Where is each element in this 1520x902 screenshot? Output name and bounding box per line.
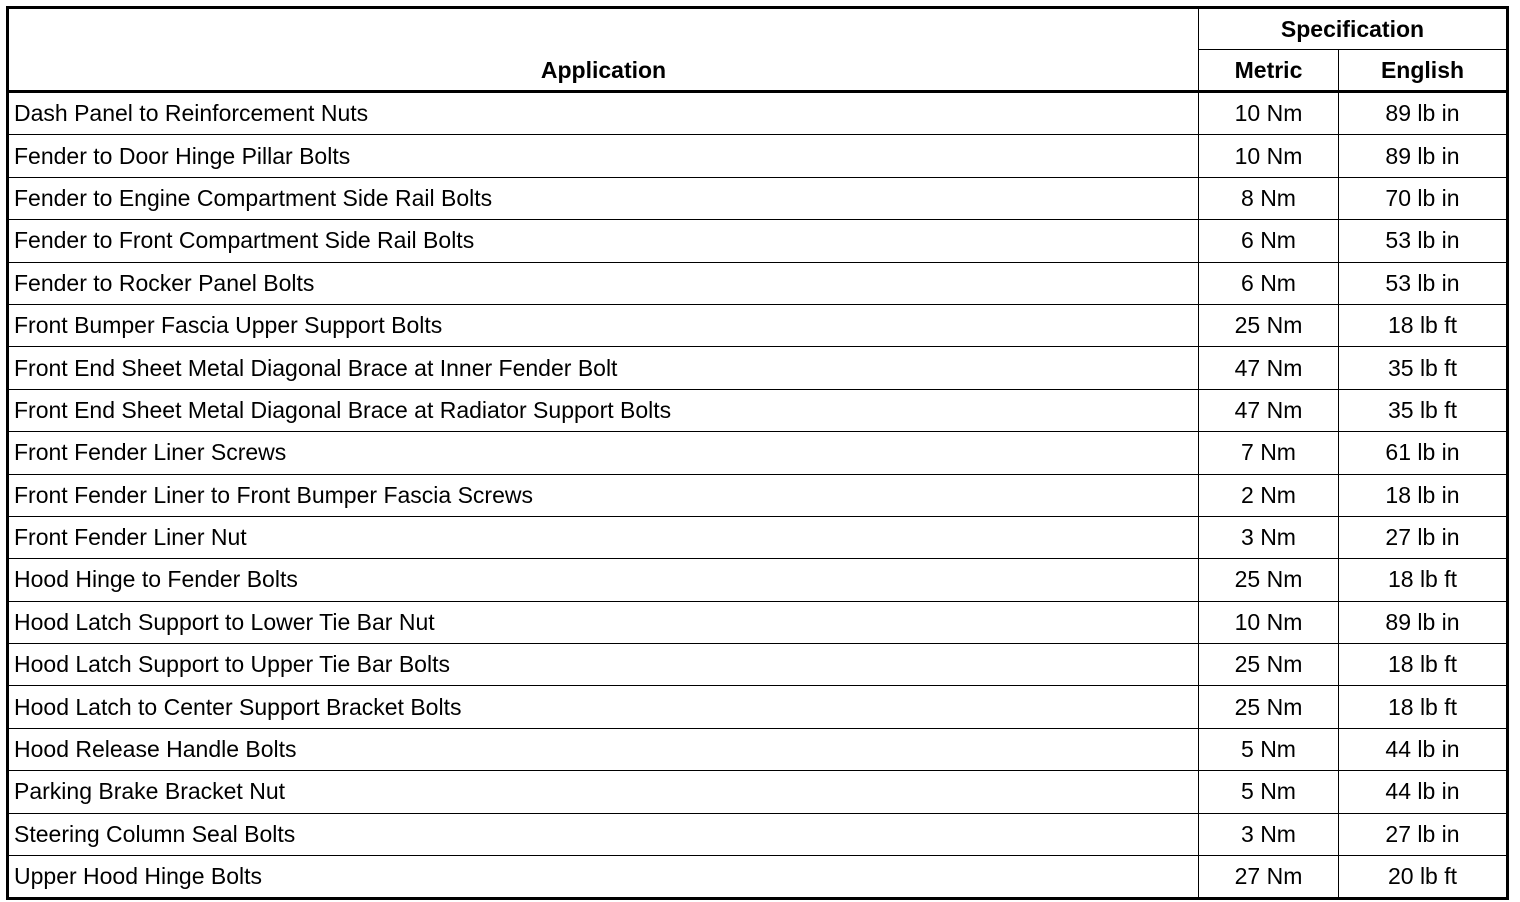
table-row — [8, 686, 1508, 728]
table-row — [8, 92, 1508, 135]
english-cell: 89 lb in — [1339, 92, 1508, 135]
metric-cell: 25 Nm — [1199, 644, 1339, 686]
metric-cell: 3 Nm — [1199, 813, 1339, 855]
header-row-top — [8, 8, 1508, 50]
metric-cell: 10 Nm — [1199, 92, 1339, 135]
metric-cell: 6 Nm — [1199, 220, 1339, 262]
application-cell: Hood Latch to Center Support Bracket Bolts — [8, 686, 1199, 728]
application-cell: Front End Sheet Metal Diagonal Brace at Radiator Support Bolts — [8, 389, 1199, 431]
table-row — [8, 644, 1508, 686]
table-row — [8, 304, 1508, 346]
application-cell: Fender to Front Compartment Side Rail Bolts — [8, 220, 1199, 262]
english-cell: 18 lb ft — [1339, 304, 1508, 346]
table-row — [8, 347, 1508, 389]
metric-cell: 5 Nm — [1199, 771, 1339, 813]
table-row — [8, 559, 1508, 601]
table-row — [8, 389, 1508, 431]
metric-cell: 10 Nm — [1199, 135, 1339, 177]
application-cell: Hood Latch Support to Lower Tie Bar Nut — [8, 601, 1199, 643]
english-cell: 44 lb in — [1339, 728, 1508, 770]
english-cell: 27 lb in — [1339, 516, 1508, 558]
fastener-specification-table — [6, 6, 1509, 900]
table-row — [8, 135, 1508, 177]
english-cell: 70 lb in — [1339, 177, 1508, 219]
english-cell: 61 lb in — [1339, 432, 1508, 474]
table-row — [8, 856, 1508, 899]
english-cell: 89 lb in — [1339, 601, 1508, 643]
english-cell: 27 lb in — [1339, 813, 1508, 855]
table-row — [8, 601, 1508, 643]
table-row — [8, 728, 1508, 770]
application-cell: Front End Sheet Metal Diagonal Brace at Inner Fender Bolt — [8, 347, 1199, 389]
table-row — [8, 220, 1508, 262]
table-row — [8, 771, 1508, 813]
metric-cell: 47 Nm — [1199, 389, 1339, 431]
application-cell: Fender to Rocker Panel Bolts — [8, 262, 1199, 304]
table-body — [8, 92, 1508, 899]
metric-cell: 25 Nm — [1199, 304, 1339, 346]
table-row — [8, 516, 1508, 558]
table-row — [8, 432, 1508, 474]
metric-cell: 3 Nm — [1199, 516, 1339, 558]
application-cell: Front Fender Liner to Front Bumper Fascia Screws — [8, 474, 1199, 516]
english-cell: 18 lb in — [1339, 474, 1508, 516]
application-cell: Upper Hood Hinge Bolts — [8, 856, 1199, 899]
application-cell: Front Fender Liner Nut — [8, 516, 1199, 558]
metric-cell: 2 Nm — [1199, 474, 1339, 516]
table-row — [8, 474, 1508, 516]
metric-column-header: Metric — [1199, 50, 1339, 92]
metric-cell: 25 Nm — [1199, 559, 1339, 601]
application-column-header: Application — [8, 8, 1199, 92]
metric-cell: 27 Nm — [1199, 856, 1339, 899]
english-cell: 35 lb ft — [1339, 389, 1508, 431]
metric-cell: 8 Nm — [1199, 177, 1339, 219]
english-column-header: English — [1339, 50, 1508, 92]
english-cell: 44 lb in — [1339, 771, 1508, 813]
application-cell: Parking Brake Bracket Nut — [8, 771, 1199, 813]
application-cell: Hood Hinge to Fender Bolts — [8, 559, 1199, 601]
metric-cell: 6 Nm — [1199, 262, 1339, 304]
application-cell: Hood Release Handle Bolts — [8, 728, 1199, 770]
table-row — [8, 262, 1508, 304]
english-cell: 20 lb ft — [1339, 856, 1508, 899]
metric-cell: 5 Nm — [1199, 728, 1339, 770]
english-cell: 89 lb in — [1339, 135, 1508, 177]
application-cell: Hood Latch Support to Upper Tie Bar Bolts — [8, 644, 1199, 686]
english-cell: 18 lb ft — [1339, 686, 1508, 728]
table-row — [8, 813, 1508, 855]
metric-cell: 10 Nm — [1199, 601, 1339, 643]
application-cell: Front Fender Liner Screws — [8, 432, 1199, 474]
english-cell: 18 lb ft — [1339, 559, 1508, 601]
english-cell: 18 lb ft — [1339, 644, 1508, 686]
table-row — [8, 177, 1508, 219]
metric-cell: 25 Nm — [1199, 686, 1339, 728]
application-cell: Fender to Engine Compartment Side Rail Bolts — [8, 177, 1199, 219]
metric-cell: 47 Nm — [1199, 347, 1339, 389]
application-cell: Front Bumper Fascia Upper Support Bolts — [8, 304, 1199, 346]
english-cell: 35 lb ft — [1339, 347, 1508, 389]
metric-cell: 7 Nm — [1199, 432, 1339, 474]
application-cell: Steering Column Seal Bolts — [8, 813, 1199, 855]
table-header — [8, 8, 1508, 92]
english-cell: 53 lb in — [1339, 262, 1508, 304]
application-cell: Dash Panel to Reinforcement Nuts — [8, 92, 1199, 135]
english-cell: 53 lb in — [1339, 220, 1508, 262]
specification-group-header: Specification — [1199, 8, 1508, 50]
application-cell: Fender to Door Hinge Pillar Bolts — [8, 135, 1199, 177]
